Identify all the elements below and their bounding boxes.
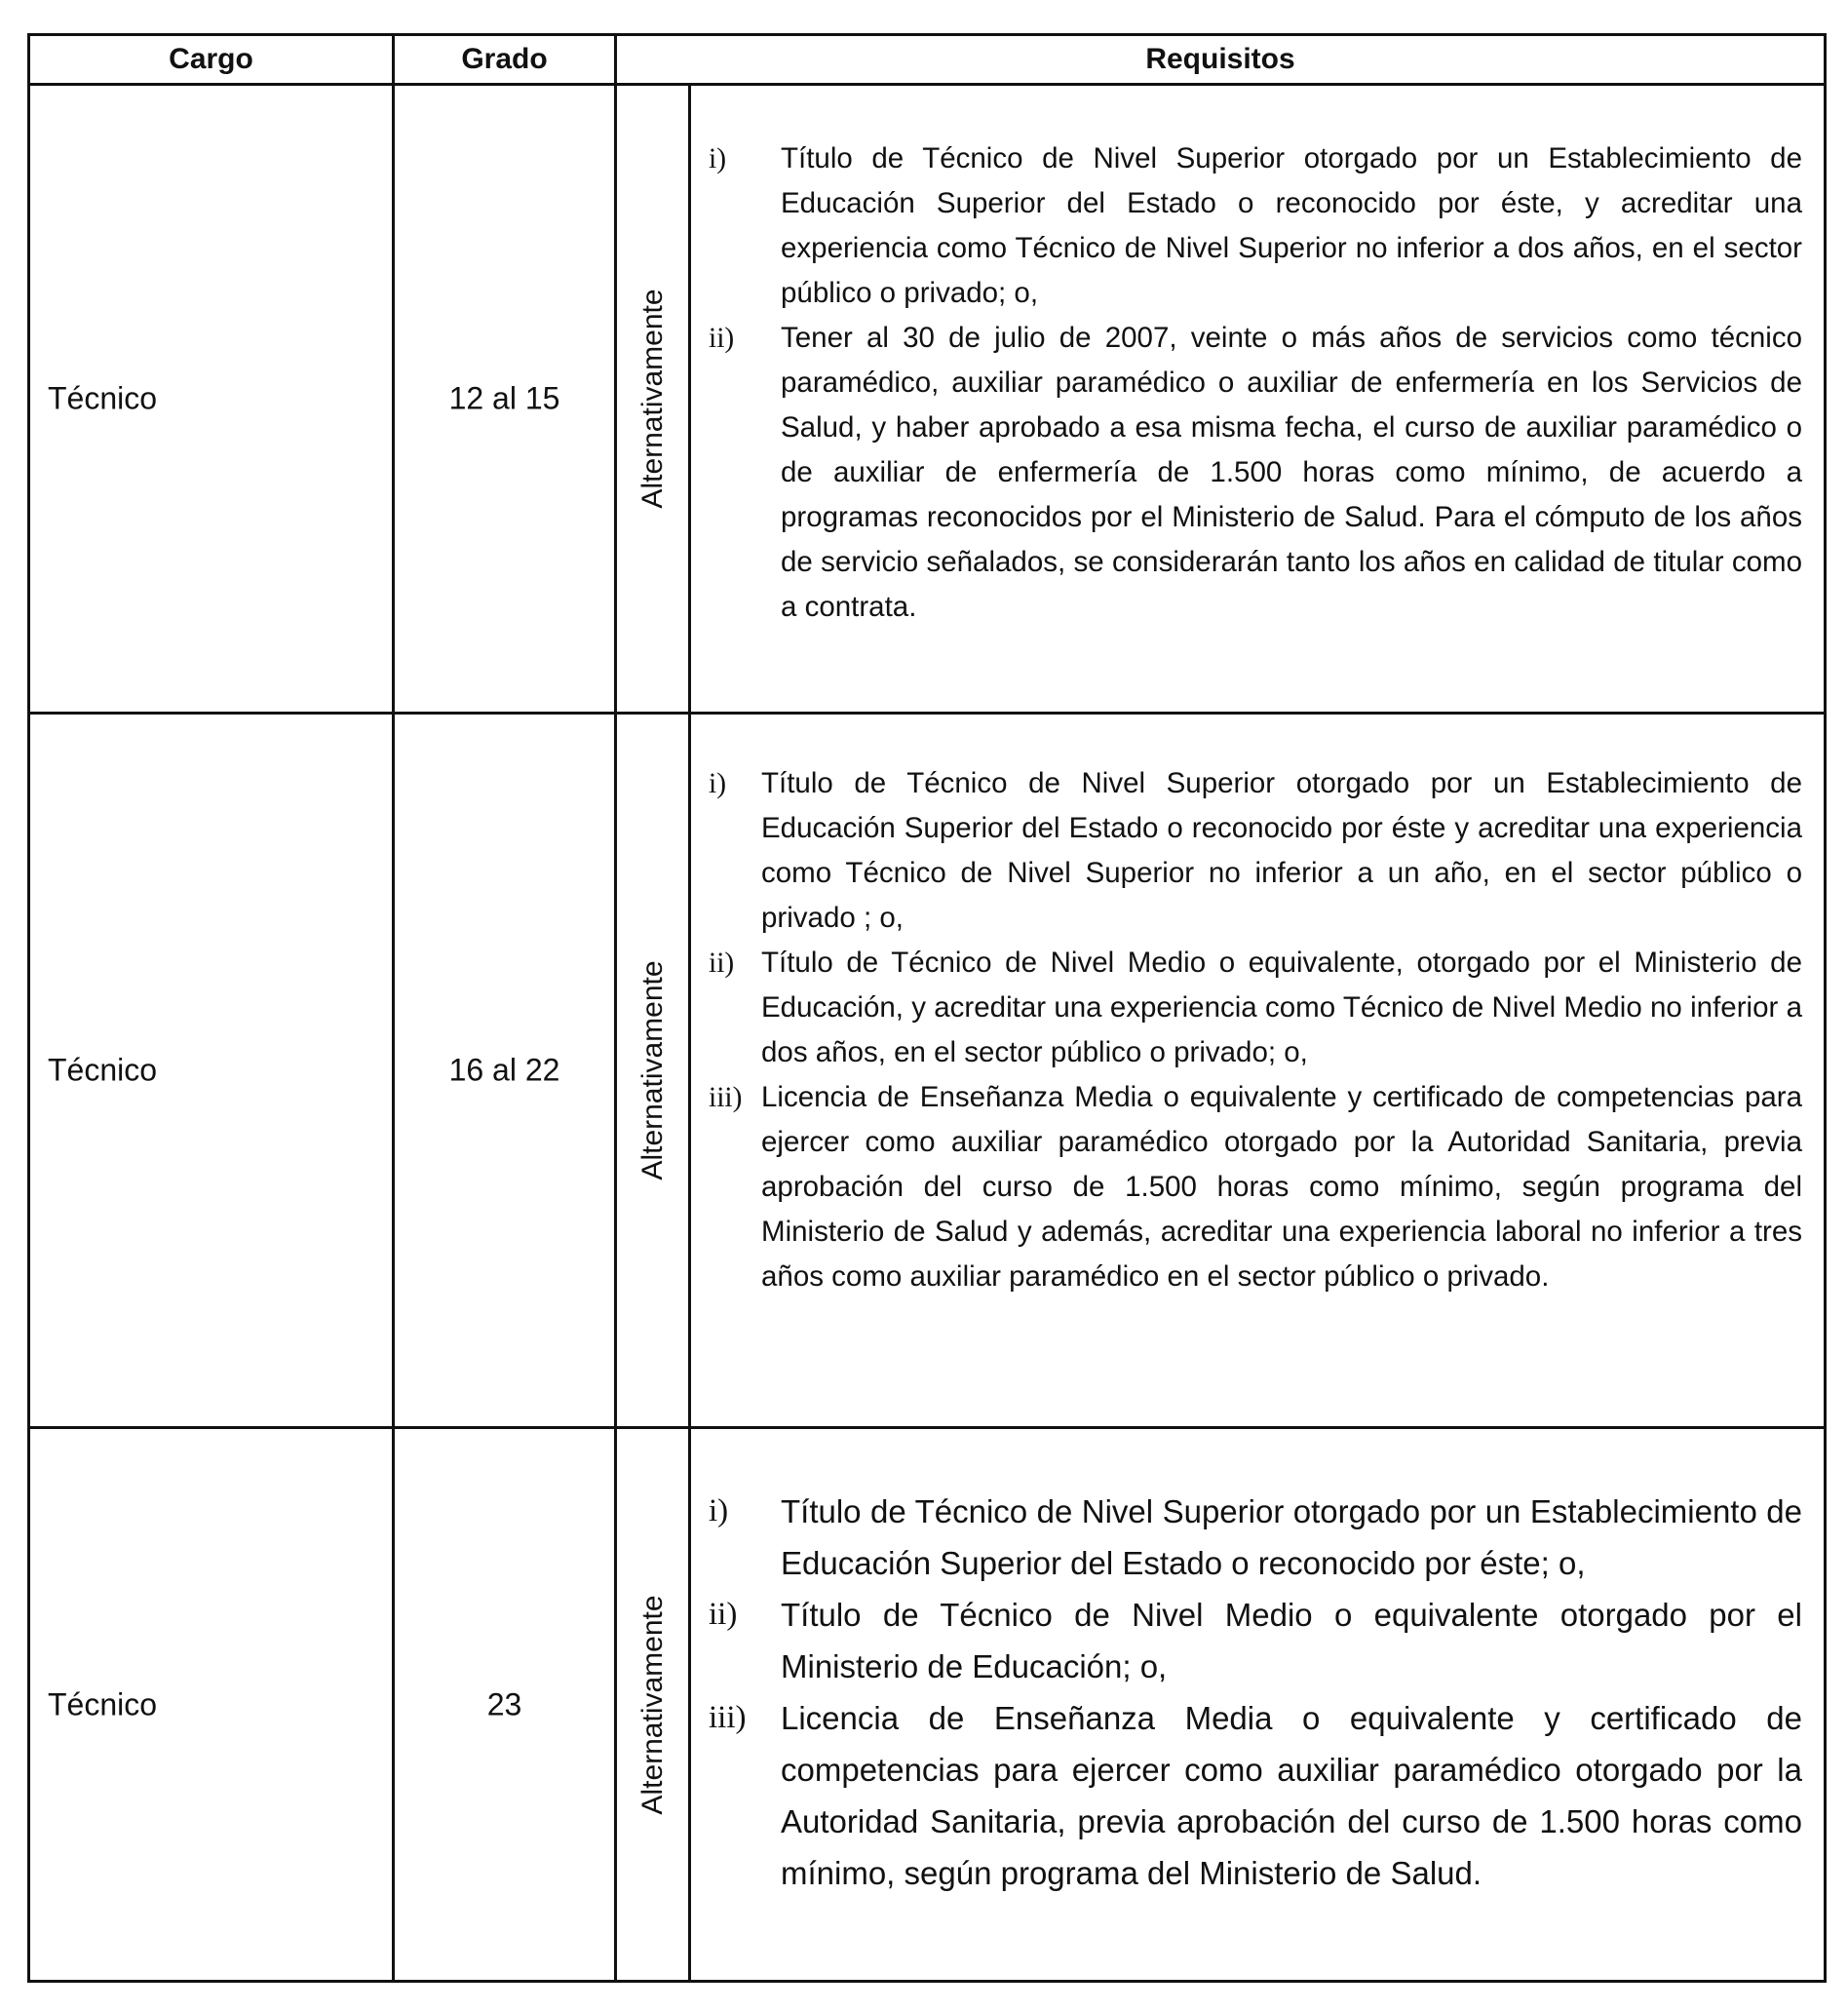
requisitos-cell: [691, 86, 1824, 712]
item-text: Título de Técnico de Nivel Superior otorgado por un Establecimiento de Educación Superior del Estado o reconocido por éste; o,: [781, 1493, 1802, 1581]
list-item: [709, 941, 1802, 1075]
item-number: i): [709, 768, 727, 799]
modo-label: Alternativamente: [635, 289, 669, 509]
list-item: [709, 316, 1802, 630]
item-number: ii): [709, 1597, 738, 1632]
list-item: [709, 1486, 1802, 1589]
requisitos-cell: [691, 715, 1824, 1426]
item-number: ii): [709, 323, 735, 354]
item-number: ii): [709, 947, 735, 979]
grado-value: 12 al 15: [448, 380, 560, 416]
item-text: Título de Técnico de Nivel Medio o equivalente otorgado por el Ministerio de Educación; o,: [781, 1597, 1802, 1684]
modo-label: Alternativamente: [635, 1594, 669, 1815]
item-text: Título de Técnico de Nivel Superior otorgado por un Establecimiento de Educación Superior del Estado o reconocido por éste, y acreditar una experiencia como Técnico de Nivel Superior no inferior a dos años, en el sector público o privado; o,: [781, 142, 1802, 309]
header-grado: Grado: [395, 36, 617, 83]
item-text: Tener al 30 de julio de 2007, veinte o más años de servicios como técnico paramédico, auxiliar paramédico o auxiliar de enfermería en los Servicios de Salud, y haber aprobado a esa misma fecha, el curso de auxiliar paramédico o de auxiliar de enfermería de 1.500 horas como mínimo, de acuerdo a programas reconocidos por el Ministerio de Salud. Para el cómputo de los años de servicio señalados, se considerarán tanto los años en calidad de titular como a contrata.: [781, 322, 1802, 623]
requirements-list: [709, 136, 1802, 630]
item-number: i): [709, 1493, 729, 1528]
cargo-cell: [30, 715, 395, 1426]
table-row: [30, 1426, 1824, 1980]
list-item: [709, 1589, 1802, 1692]
requirements-list: [709, 761, 1802, 1299]
table-header: [30, 36, 1824, 83]
list-item: [709, 1692, 1802, 1899]
requirements-list: [709, 1486, 1802, 1899]
list-item: [709, 761, 1802, 941]
cargo-value: Técnico: [48, 380, 158, 416]
grado-cell: [395, 1429, 617, 1980]
header-cargo: Cargo: [30, 36, 395, 83]
grado-value: 23: [486, 1686, 522, 1721]
item-text: Licencia de Enseñanza Media o equivalente y certificado de competencias para ejercer como auxiliar paramédico otorgado por la Autoridad Sanitaria, previa aprobación del curso de 1.500 horas como mínimo, según programa del Ministerio de Salud.: [781, 1700, 1802, 1891]
table-row: [30, 712, 1824, 1426]
header-requisitos: Requisitos: [1145, 43, 1295, 75]
cargo-value: Técnico: [48, 1686, 158, 1721]
item-number: i): [709, 143, 727, 174]
cargo-value: Técnico: [48, 1052, 158, 1088]
cargo-cell: [30, 1429, 395, 1980]
item-text: Título de Técnico de Nivel Medio o equivalente, otorgado por el Ministerio de Educación, y acreditar una experiencia como Técnico de Nivel Medio no inferior a dos años, en el sector público o privado; o,: [761, 947, 1802, 1068]
list-item: [709, 136, 1802, 316]
modo-label: Alternativamente: [635, 960, 669, 1180]
item-number: iii): [709, 1082, 743, 1113]
requisitos-cell: [691, 1429, 1824, 1980]
modo-cell: [617, 715, 691, 1426]
cargo-cell: [30, 86, 395, 712]
grado-value: 16 al 22: [448, 1052, 560, 1088]
list-item: [709, 1075, 1802, 1299]
item-number: iii): [709, 1700, 747, 1735]
modo-cell: [617, 1429, 691, 1980]
item-text: Licencia de Enseñanza Media o equivalente y certificado de competencias para ejercer como auxiliar paramédico otorgado por la Autoridad Sanitaria, previa aprobación del curso de 1.500 horas como mínimo, según programa del Ministerio de Salud y además, acreditar una experiencia laboral no inferior a tres años como auxiliar paramédico en el sector público o privado.: [761, 1081, 1802, 1293]
item-text: Título de Técnico de Nivel Superior otorgado por un Establecimiento de Educación Superior del Estado o reconocido por éste y acreditar una experiencia como Técnico de Nivel Superior no inferior a un año, en el sector público o privado ; o,: [761, 767, 1802, 934]
grado-cell: [395, 715, 617, 1426]
grado-cell: [395, 86, 617, 712]
modo-cell: [617, 86, 691, 712]
table-row: [30, 83, 1824, 712]
requirements-table: [27, 33, 1827, 1983]
